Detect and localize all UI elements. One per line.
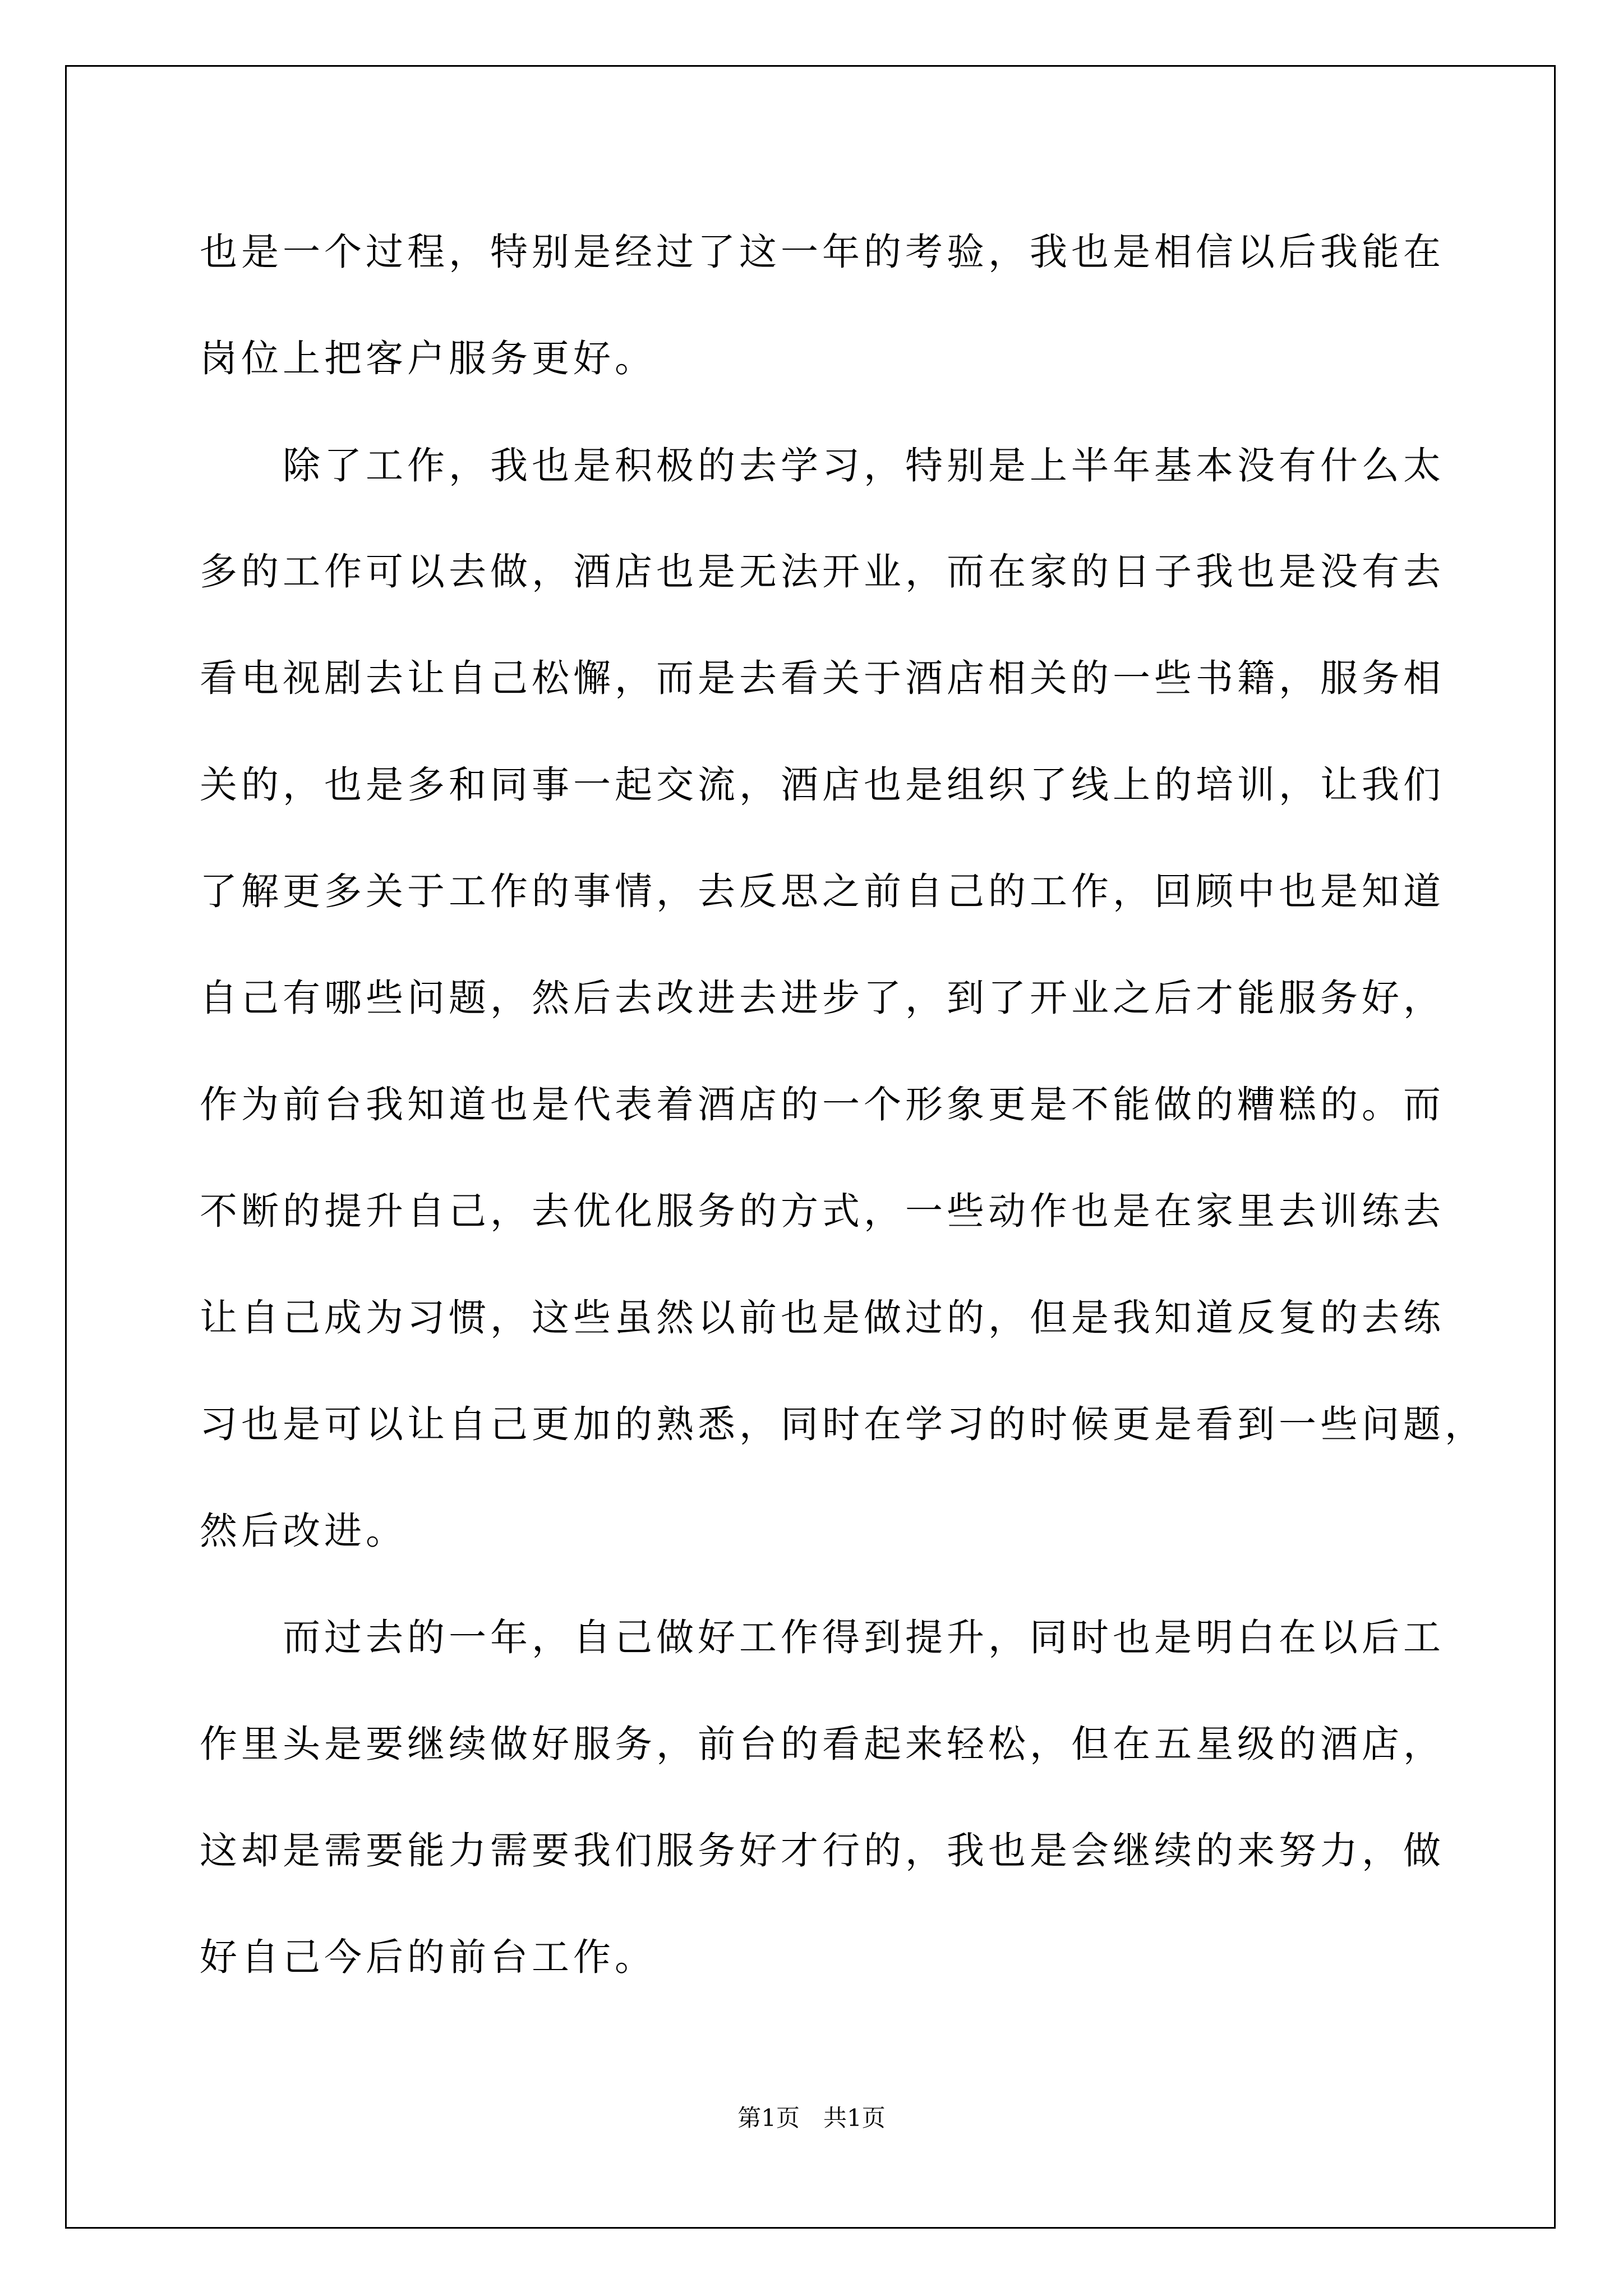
body-text-line: 而过去的一年，自己做好工作得到提升，同时也是明白在以后工 <box>200 1616 1445 1659</box>
body-text-line: 这却是需要能力需要我们服务好才行的，我也是会继续的来努力，做 <box>200 1829 1445 1872</box>
body-text-line: 看电视剧去让自己松懈，而是去看关于酒店相关的一些书籍，服务相 <box>200 656 1445 700</box>
body-text-line: 不断的提升自己，去优化服务的方式，一些动作也是在家里去训练去 <box>200 1189 1445 1233</box>
body-text-line: 岗位上把客户服务更好。 <box>200 337 656 380</box>
body-text-line: 关的，也是多和同事一起交流，酒店也是组织了线上的培训，让我们 <box>200 763 1445 807</box>
body-text-line: 也是一个过程，特别是经过了这一年的考验，我也是相信以后我能在 <box>200 230 1445 274</box>
body-text-line: 除了工作，我也是积极的去学习，特别是上半年基本没有什么太 <box>200 444 1445 487</box>
body-text-line: 多的工作可以去做，酒店也是无法开业，而在家的日子我也是没有去 <box>200 550 1445 593</box>
body-text-line: 自己有哪些问题，然后去改进去进步了，到了开业之后才能服务好， <box>200 976 1445 1020</box>
body-text-line: 然后改进。 <box>200 1509 407 1553</box>
page-footer: 第1页 共1页 <box>737 2104 886 2132</box>
page-border <box>65 65 1556 2229</box>
body-text-line: 了解更多关于工作的事情，去反思之前自己的工作，回顾中也是知道 <box>200 869 1445 913</box>
body-text-line: 作里头是要继续做好服务，前台的看起来轻松，但在五星级的酒店， <box>200 1722 1445 1766</box>
body-text-line: 好自己今后的前台工作。 <box>200 1935 656 1979</box>
body-text-line: 让自己成为习惯，这些虽然以前也是做过的，但是我知道反复的去练 <box>200 1296 1445 1340</box>
body-text-line: 作为前台我知道也是代表着酒店的一个形象更是不能做的糟糕的。而 <box>200 1083 1445 1126</box>
body-text-line: 习也是可以让自己更加的熟悉，同时在学习的时候更是看到一些问题， <box>200 1402 1486 1446</box>
